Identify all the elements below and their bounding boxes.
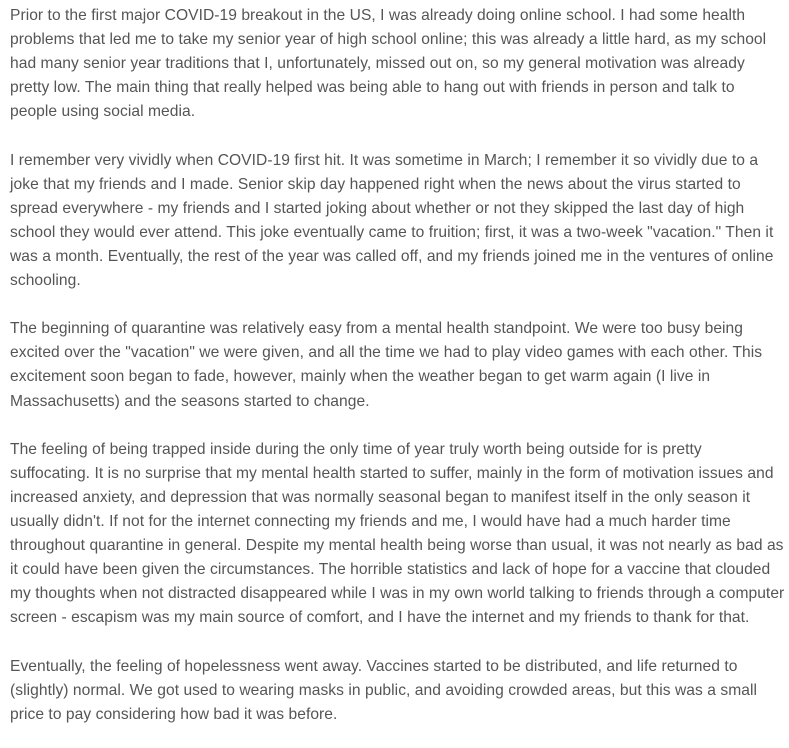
paragraph-1: Prior to the first major COVID-19 breakout in the US, I was already doing online school. I had some health problems that led me to take my senior year of high school online; this was already a little hard, as my school had many senior year traditions that I, unfortunately, missed out on, so my general motivation was already pretty low. The main thing that really helped was being able to hang out with friends in person and talk to people using social media. [10,7,767,121]
paragraph-2: I remember very vividly when COVID-19 first hit. It was sometime in March; I remember it so vividly due to a joke that my friends and I made. Senior skip day happened right when the news about the virus started to spread everywhere - my friends and I started joking about whether or not they skipped the last day of high school they would ever attend. This joke eventually came to fruition; first, it was a two-week "vacation." Then it was a month. Eventually, the rest of the year was called off, and my friends joined me in the ventures of online schooling. [10,151,774,290]
paragraph-4: The feeling of being trapped inside during the only time of year truly worth being outside for is pretty suffocating. It is no surprise that my mental health started to suffer, mainly in the form of motivation issues and increased anxiety, and depression that was normally seasonal began to manifest itself in the only season it usually didn't. If not for the internet connecting my friends and me, I would have had a much harder time throughout quarantine in general. Despite my mental health being worse than usual, it was not nearly as bad as it could have been given the circumstances. The horrible statistics and lack of hope for a vaccine that clouded my thoughts when not distracted disappeared while I was in my own world talking to friends through a computer screen - escapism was my main source of comfort, and I have the internet and my friends to thank for that. [10,440,785,627]
paragraph-3: The beginning of quarantine was relatively easy from a mental health standpoint. We were too busy being excited over the "vacation" we were given, and all the time we had to play video games with each other. This excitement soon began to fade, however, mainly when the weather began to get warm again (I live in Massachusetts) and the seasons started to change. [10,320,763,410]
paragraph-5: Eventually, the feeling of hopelessness went away. Vaccines started to be distributed, and life returned to (slightly) normal. We got used to wearing masks in public, and avoiding crowded areas, but this was a small price to pay considering how bad it was before. [10,657,757,723]
